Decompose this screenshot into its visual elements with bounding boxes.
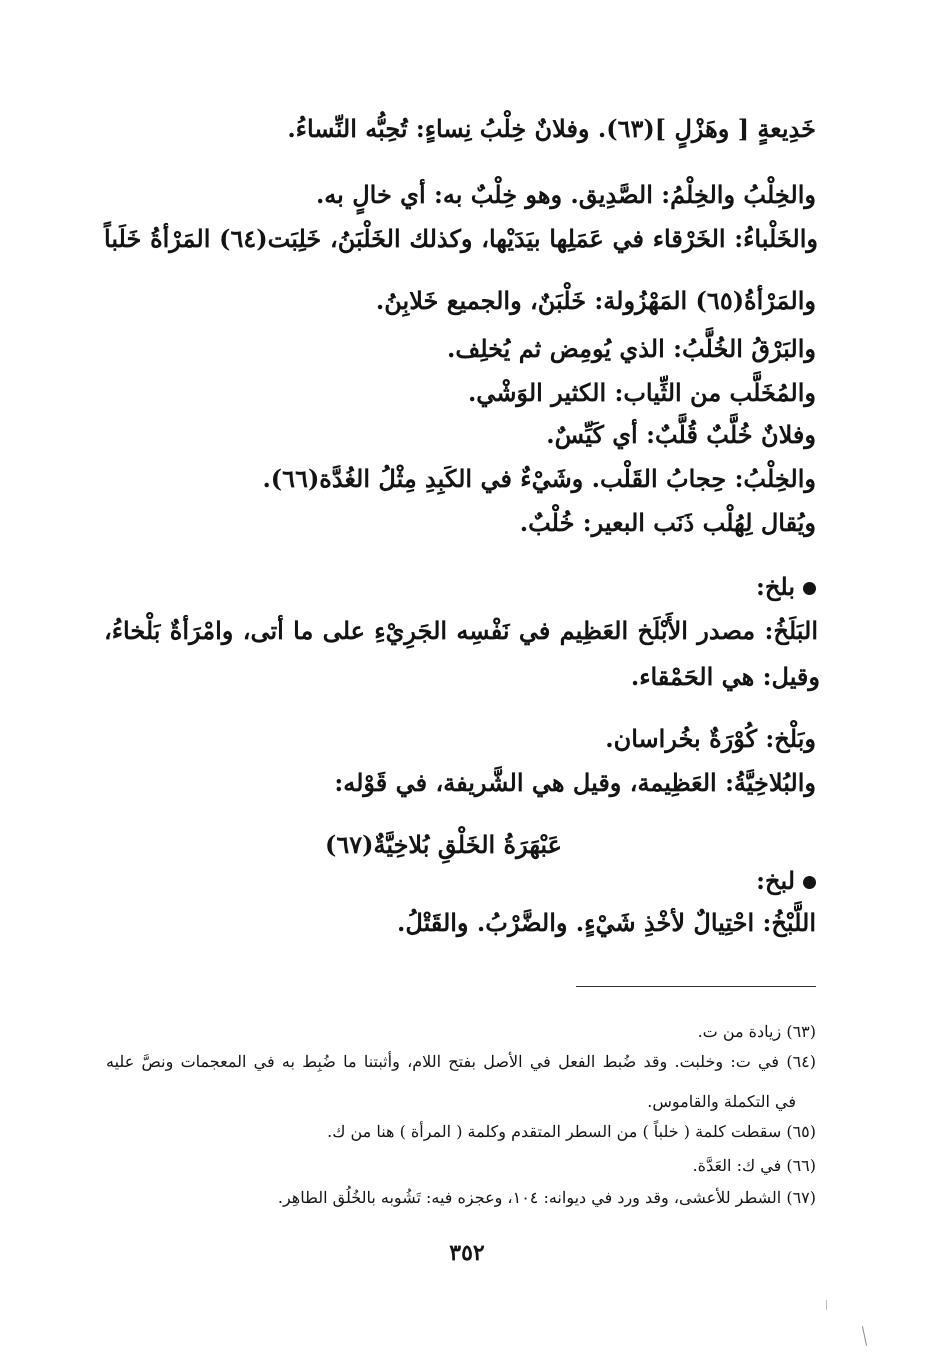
- scan-mark: [862, 1326, 867, 1346]
- text-line-3: والخَلْباءُ: الخَرْقاء في عَمَلِها بيَدَيْها، وكذلك الخَلْبَنُ، خَلِبَت(٦٤) المَرْأةُ خَلَباً: [104, 224, 818, 253]
- bullet-icon: [803, 876, 816, 889]
- footnote-divider: [576, 986, 816, 987]
- text-line-13: والبُلاخِيَّةُ: العَظِيمة، وقيل هي الشَّريفة، في قَوْله:: [334, 768, 816, 797]
- text-line-8: والخِلْبُ: حِجابُ القَلْب. وشَيْءٌ في الكَبِدِ مِثْلُ الغُدَّة(٦٦).: [262, 464, 816, 493]
- entry-heading-label: بلخ:: [756, 572, 795, 601]
- text-line-10: البَلَخُ: مصدر الأَبْلَخ العَظِيم في نَفْسِه الجَرِيْءِ على ما أتى، وامْرَأةٌ بَلْخاءُ،: [104, 616, 818, 645]
- text-line-7: وفلانٌ خُلَّبٌ قُلَّبٌ: أي كَيِّسٌ.: [546, 420, 816, 449]
- bullet-icon: [803, 582, 816, 595]
- entry-heading-label: لبخ:: [756, 866, 795, 895]
- footnote-67: (٦٧) الشطر للأعشى، وقد ورد في ديوانه: ١٠٤، وعجزه فيه: تَشُوبه بالخُلُق الطاهِر.: [277, 1188, 816, 1207]
- footnote-66: (٦٦) في ك: العَدَّة.: [692, 1156, 816, 1175]
- text-line-12: وبَلْخ: كُوْرَةٌ بخُراسان.: [605, 724, 816, 753]
- text-line-5: والبَرْقُ الخُلَّبُ: الذي يُومِض ثم يُخلِف.: [447, 334, 816, 363]
- entry-heading-labakh: [756, 864, 816, 898]
- text-line-6: والمُخَلَّب من الثِّياب: الكثير الوَشْي.: [467, 378, 816, 407]
- footnote-65: (٦٥) سقطت كلمة ( خلباً ) من السطر المتقدم وكلمة ( المرأة ) هنا من ك.: [327, 1122, 816, 1141]
- entry-heading-balakh: [756, 570, 816, 604]
- text-line-14: اللَّبْخُ: احْتِيالٌ لأخْذِ شَيْءٍ. والضَّرْبُ. والقَتْلُ.: [397, 908, 816, 937]
- footnote-64-continued: في التكملة والقاموس.: [647, 1092, 796, 1111]
- text-line-1: خَدِيعةٍ [ وهَزْلٍ ](٦٣). وفلانٌ خِلْبُ نِساءٍ: تُحِبُّه النِّساءُ.: [287, 114, 816, 143]
- footnote-64: (٦٤) في ت: وخلبت. وقد ضُبط الفعل في الأصل بفتح اللام، وأثبتنا ما ضُبِط به في المعجمات ونصَّ عليه: [106, 1052, 816, 1071]
- text-line-2: والخِلْبُ والخِلْمُ: الصَّدِيق. وهو خِلْبٌ به: أي خالٍ به.: [315, 180, 816, 209]
- text-line-9: ويُقال لِهُلْب ذَنَب البعير: خُلْبٌ.: [519, 508, 816, 537]
- footnote-63: (٦٣) زيادة من ت.: [697, 1022, 816, 1041]
- verse-line: عَبْهَرَةُ الخَلْقِ بُلاخِيَّةٌ(٦٧): [324, 830, 562, 859]
- page-number: ٣٥٢: [449, 1240, 485, 1266]
- text-line-11: وقيل: هي الحَمْقاء.: [630, 662, 820, 691]
- scan-mark: [826, 1300, 827, 1310]
- text-line-4: والمَرْأةُ(٦٥) المَهْزُولة: خَلْبَنٌ، والجميع خَلابِنُ.: [375, 286, 816, 315]
